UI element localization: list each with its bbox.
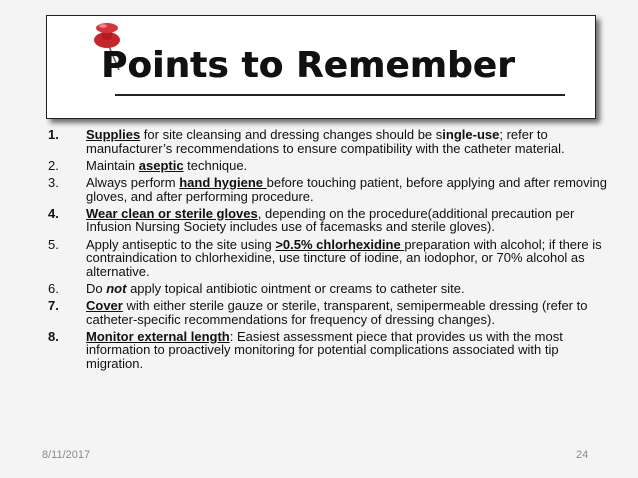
list-item-text: ; refer to manufacturer’s recommendations to ensure compatibility with the catheter material. [86,127,565,156]
emphasis-text: Cover [86,298,123,314]
list-item [48,176,616,203]
points-list [48,128,616,374]
list-item [48,282,616,296]
list-item [48,159,616,173]
list-item-text: preparation with alcohol; if there is contraindication to chlorhexidine, use tincture of iodine, an iodophor, or 70% alcohol as alternative. [86,236,602,279]
banner-title: Points to Remember [101,45,515,86]
list-item-number: 8. [48,328,59,344]
list-item [48,330,616,371]
list-item-text: Maintain [86,157,139,173]
list-item-text: before touching patient, before applying and after removing gloves, and after performing procedure. [86,174,608,204]
list-item-text: apply topical antibiotic ointment or creams to catheter site. [126,280,465,296]
list-item-number: 6. [48,280,59,296]
emphasis-text: Wear clean or sterile gloves [86,205,258,221]
footer-page-number: 24 [576,449,589,461]
emphasis-text: ingle-use [442,127,500,142]
emphasis-text: not [106,280,127,296]
list-item-number: 4. [48,205,59,221]
list-item-number: 5. [48,236,59,252]
emphasis-text: aseptic [138,157,184,173]
list-item [48,207,616,234]
emphasis-text: Monitor external length [86,328,230,344]
footer-date: 8/11/2017 [42,449,91,461]
list-item [48,128,616,155]
list-item-text: with either sterile gauze or sterile, transparent, semipermeable dressing (refer to catheter-specific recommendations for frequency of dressing changes). [86,298,588,327]
list-item-text: for site cleansing and dressing changes should be s [140,127,443,142]
list-item-number: 7. [48,298,59,314]
points-to-remember-banner [46,15,596,119]
list-item-text: technique. [183,157,248,173]
list-item-text: Do [86,280,107,296]
list-item-text: , depending on the procedure(additional precaution per Infusion Nursing Society includes use of facemasks and sterile gloves). [86,205,575,235]
list-item [48,299,616,326]
list-item-text: : Easiest assessment piece that provides us with the most information to proactively monitoring for potential complications associated with tip migration. [86,328,563,372]
list-item-number: 3. [48,174,59,190]
list-item-number: 2. [48,157,59,173]
emphasis-text: >0.5% chlorhexidine [275,236,405,252]
emphasis-text: Supplies [86,127,141,142]
list-item [48,238,616,279]
list-item-number: 1. [48,127,59,142]
emphasis-text: hand hygiene [179,174,267,190]
banner-underline [115,94,565,96]
list-item-text: Always perform [86,174,180,190]
list-item-text: Apply antiseptic to the site using [86,236,276,252]
